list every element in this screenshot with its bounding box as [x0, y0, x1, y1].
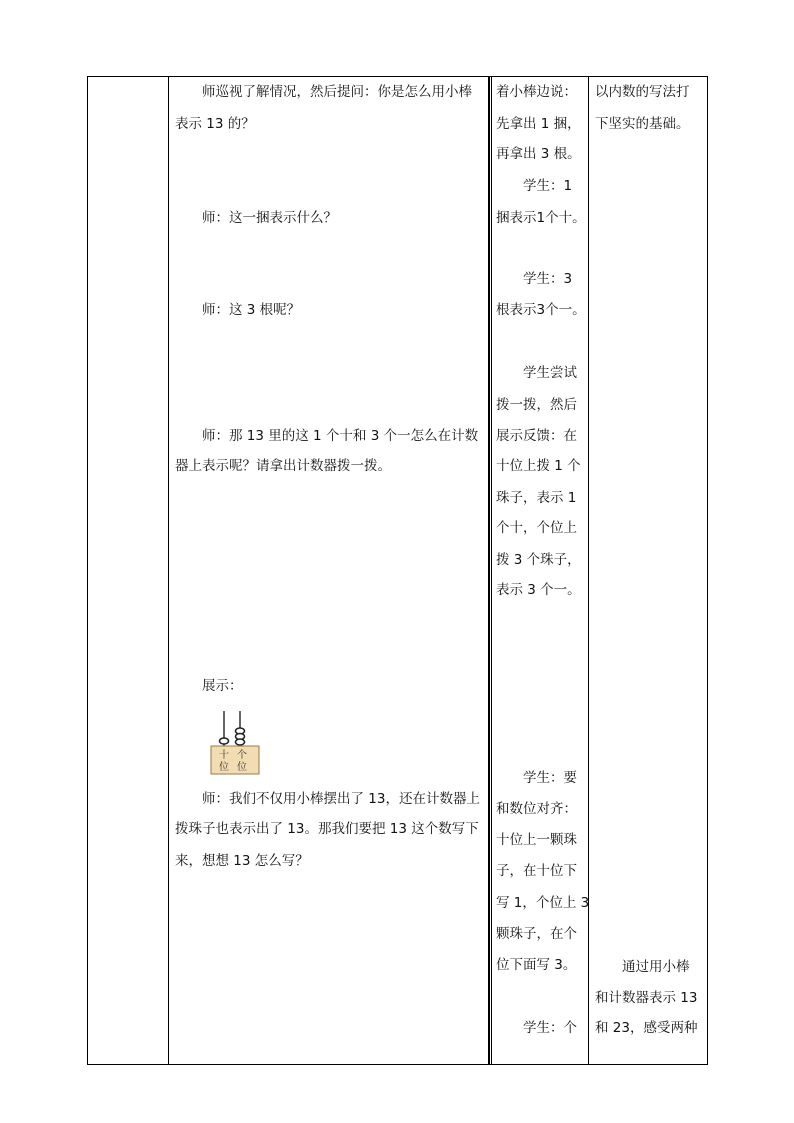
student-text-23: 学生：个	[523, 1020, 577, 1036]
student-text-9: 拨一拨，然后	[496, 397, 577, 413]
student-text-10: 展示反馈：在	[496, 428, 577, 444]
teacher-text-4a: 师：那 13 里的这 1 个十和 3 个一怎么在计数	[202, 428, 479, 444]
intent-text-2: 下坚实的基础。	[595, 116, 690, 132]
column-divider-4	[588, 77, 589, 1064]
teacher-text-6b: 拨珠子也表示出了 13。那我们要把 13 这个数写下	[175, 821, 479, 837]
student-text-8: 学生尝试	[523, 365, 577, 381]
svg-text:个: 个	[237, 750, 247, 761]
teacher-text-4b: 器上表示呢？请拿出计数器拨一拨。	[175, 458, 391, 474]
teacher-text-1b: 表示 13 的？	[175, 116, 255, 132]
student-text-5: 捆表示1个十。	[496, 210, 586, 226]
lesson-table	[87, 76, 708, 1065]
column-divider-1	[168, 77, 169, 1064]
student-text-2: 先拿出 1 捆，	[496, 116, 581, 132]
student-text-3: 再拿出 3 根。	[496, 146, 581, 162]
student-text-14: 拨 3 个珠子，	[496, 552, 581, 568]
student-text-12: 珠子，表示 1	[496, 490, 577, 506]
student-text-22: 位下面写 3。	[496, 957, 577, 973]
svg-text:位: 位	[237, 762, 247, 773]
teacher-text-6c: 来，想想 13 怎么写？	[175, 853, 309, 869]
intent-text-1: 以内数的写法打	[595, 84, 690, 100]
teacher-text-5: 展示：	[202, 678, 243, 694]
svg-text:位: 位	[219, 762, 229, 773]
intent-text-5: 和 23，感受两种	[595, 1020, 698, 1036]
student-text-11: 十位上拨 1 个	[496, 458, 581, 474]
student-text-20: 写 1，个位上 3	[496, 895, 590, 911]
teacher-text-1a: 师巡视了解情况，然后提问：你是怎么用小棒	[202, 84, 472, 100]
student-text-7: 根表示3个一。	[496, 302, 586, 318]
intent-text-4: 和计数器表示 13	[595, 990, 698, 1006]
teacher-text-3: 师：这 3 根呢？	[202, 302, 301, 318]
student-text-21: 颗珠子，在个	[496, 926, 577, 942]
student-text-15: 表示 3 个一。	[496, 582, 581, 598]
column-divider-3	[489, 77, 492, 1064]
student-text-16: 学生：要	[523, 770, 577, 786]
abacus-image	[210, 709, 262, 775]
svg-text:十: 十	[219, 750, 229, 761]
student-text-17: 和数位对齐：	[496, 801, 577, 817]
student-text-1: 着小棒边说：	[496, 84, 577, 100]
student-text-19: 子，在十位下	[496, 863, 577, 879]
student-text-13: 个十，个位上	[496, 520, 577, 536]
student-text-4: 学生：1	[523, 178, 573, 194]
student-text-18: 十位上一颗珠	[496, 832, 577, 848]
teacher-text-2: 师：这一捆表示什么？	[202, 210, 337, 226]
student-text-6: 学生：3	[523, 271, 573, 287]
teacher-text-6a: 师：我们不仅用小棒摆出了 13，还在计数器上	[202, 791, 480, 807]
intent-text-3: 通过用小棒	[622, 959, 690, 975]
